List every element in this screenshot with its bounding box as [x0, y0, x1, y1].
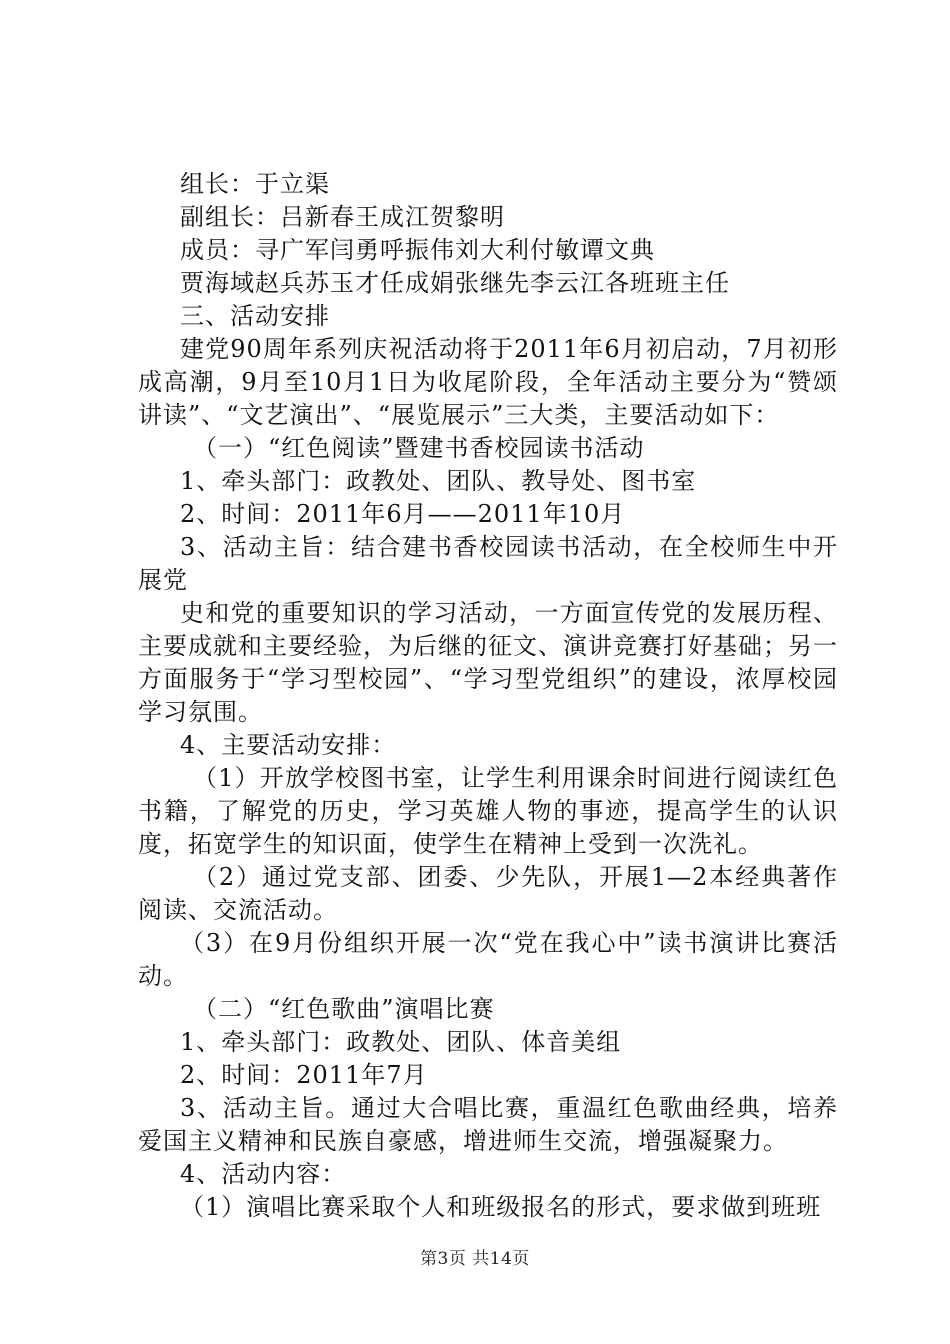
reading-purpose-continued: 史和党的重要知识的学习活动，一方面宣传党的发展历程、主要成就和主要经验，为后继的征文、演讲竞赛打好基础；另一方面服务于“学习型校园”、“学习型党组织”的建设，浓厚校园学习氛围。	[138, 599, 838, 726]
reading-activity-3: （3）在9月份组织开展一次“党在我心中”读书演讲比赛活动。	[138, 929, 838, 990]
leader-line: 组长：于立渠	[180, 170, 330, 198]
reading-activity-1: （1）开放学校图书室，让学生利用课余时间进行阅读红色书籍，了解党的历史，学习英雄人物的事迹，提高学生的认识度，拓宽学生的知识面，使学生在精神上受到一次洗礼。	[138, 764, 838, 858]
reading-activity-2: （2）通过党支部、团委、少先队，开展1—2本经典著作阅读、交流活动。	[138, 863, 838, 924]
members-line-continued: 贾海域赵兵苏玉才任成娟张继先李云江各班班主任	[180, 269, 730, 297]
document-body	[138, 168, 838, 1224]
section-heading-activity-arrangement: 三、活动安排	[180, 302, 330, 330]
members-line: 成员：寻广军闫勇呼振伟刘大利付敏谭文典	[180, 236, 655, 264]
reading-lead-departments: 1、牵头部门：政教处、团队、教导处、图书室	[180, 467, 697, 495]
reading-main-activities-heading: 4、主要活动安排：	[180, 731, 397, 759]
subsection-heading-red-reading: （一）“红色阅读”暨建书香校园读书活动	[193, 434, 645, 462]
songs-content-heading: 4、活动内容：	[180, 1160, 347, 1188]
deputy-leader-line: 副组长：吕新春王成江贺黎明	[180, 203, 505, 231]
page-number-footer: 第3页 共14页	[420, 1249, 530, 1269]
songs-content-1: （1）演唱比赛采取个人和班级报名的形式，要求做到班班	[180, 1193, 822, 1221]
songs-lead-departments: 1、牵头部门：政教处、团队、体音美组	[180, 1028, 622, 1056]
songs-time: 2、时间：2011年7月	[180, 1061, 428, 1089]
intro-paragraph: 建党90周年系列庆祝活动将于2011年6月初启动，7月初形成高潮，9月至10月1日为收尾阶段，全年活动主要分为“赞颂讲读”、“文艺演出”、“展览展示”三大类，主要活动如下：	[138, 335, 838, 429]
reading-purpose: 3、活动主旨：结合建书香校园读书活动，在全校师生中开展党	[138, 533, 838, 594]
subsection-heading-red-songs: （二）“红色歌曲”演唱比赛	[193, 995, 495, 1023]
reading-time: 2、时间：2011年6月——2011年10月	[180, 500, 626, 528]
songs-purpose: 3、活动主旨。通过大合唱比赛，重温红色歌曲经典，培养爱国主义精神和民族自豪感，增进师生交流，增强凝聚力。	[138, 1094, 838, 1155]
